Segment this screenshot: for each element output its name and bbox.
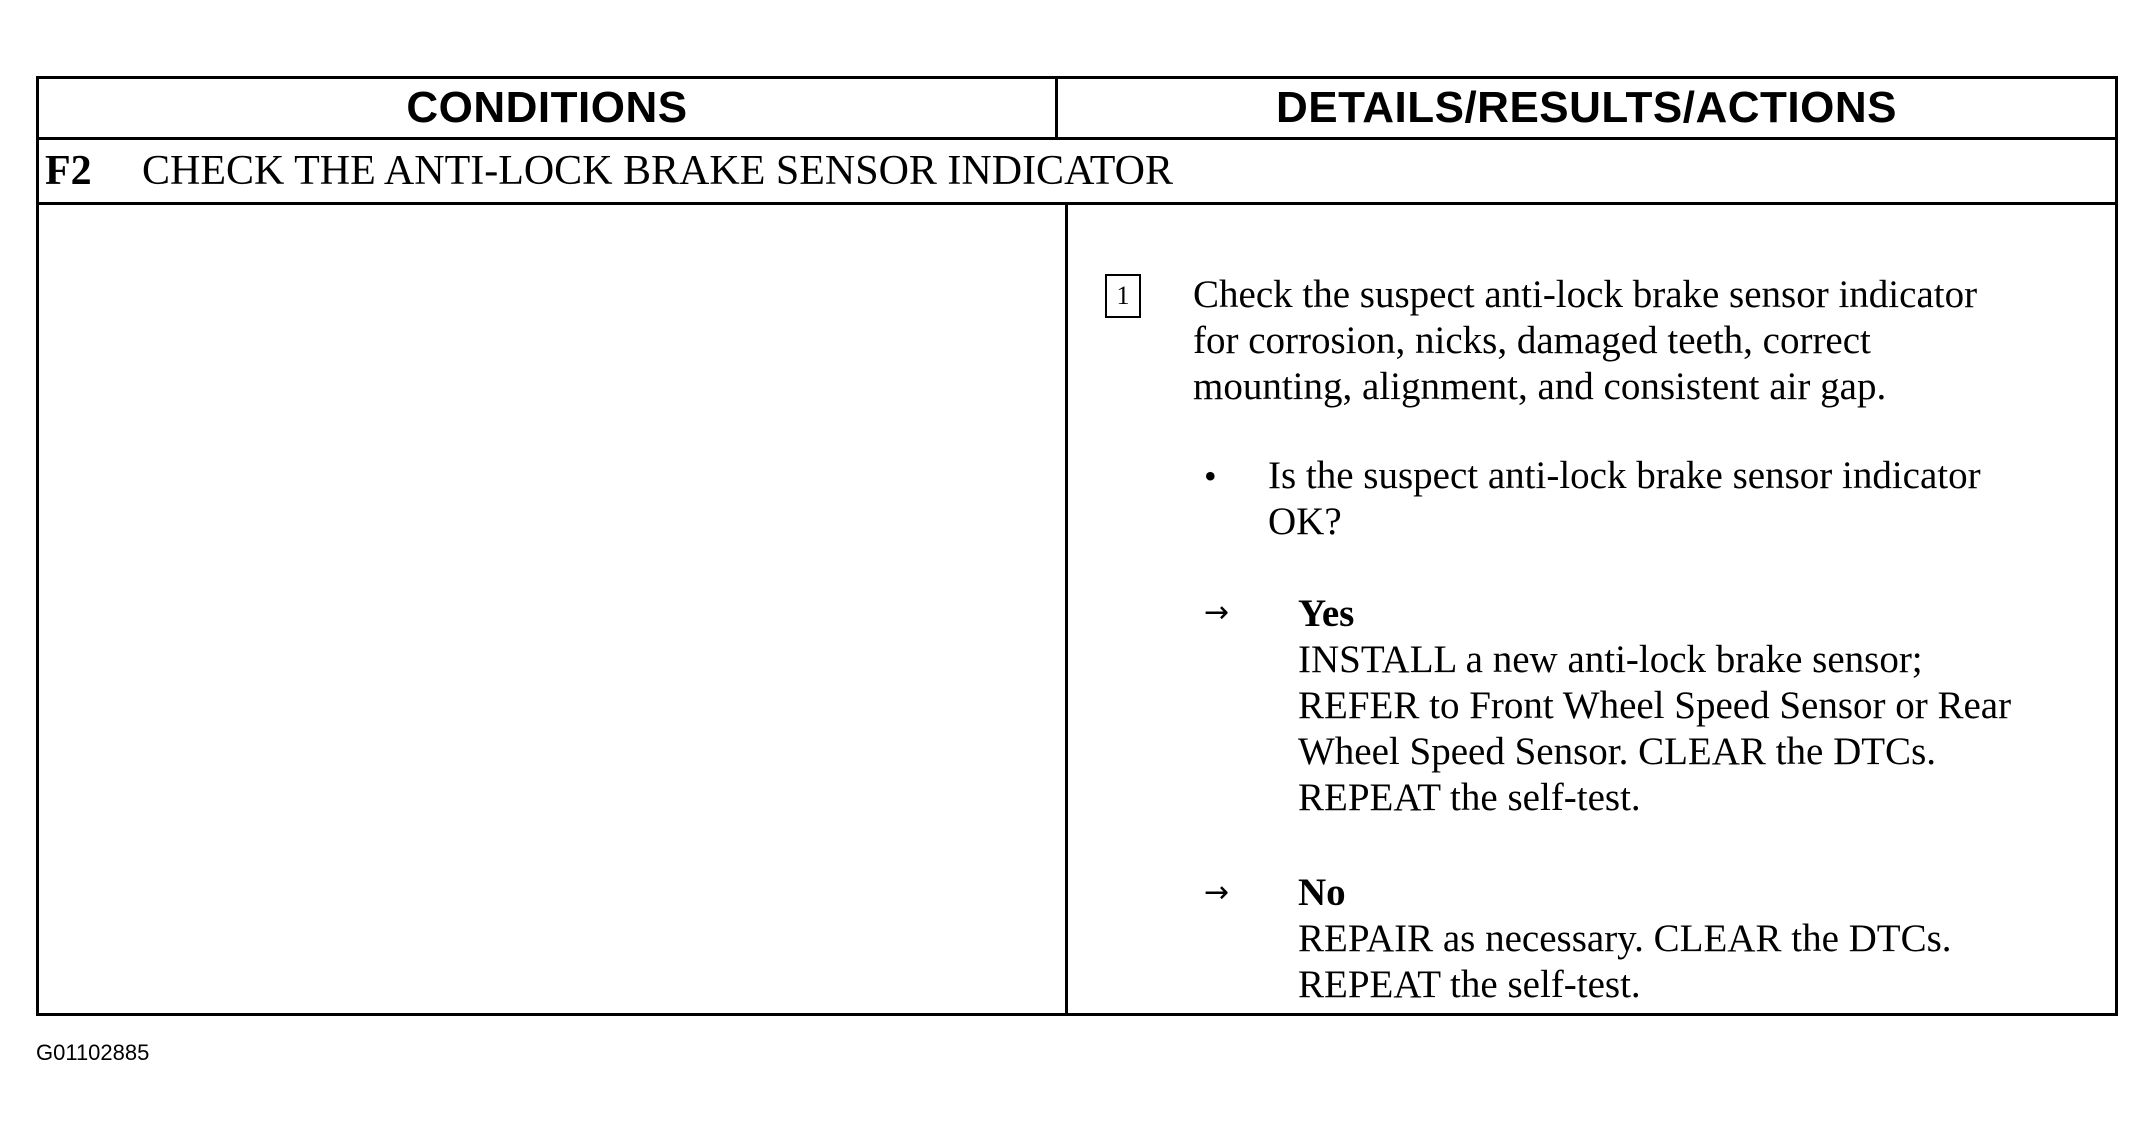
no-label: No xyxy=(1298,871,1346,914)
question-line-1: Is the suspect anti-lock brake sensor indicator xyxy=(1268,454,1981,497)
details-cell xyxy=(1072,205,2115,1013)
no-line-1: REPAIR as necessary. CLEAR the DTCs. xyxy=(1298,917,1952,960)
section-id: F2 xyxy=(45,148,92,194)
header-divider xyxy=(1055,79,1058,137)
body-divider xyxy=(1065,205,1068,1013)
section-title: CHECK THE ANTI-LOCK BRAKE SENSOR INDICATOR xyxy=(142,148,1173,194)
step-instruction-line-3: mounting, alignment, and consistent air gap. xyxy=(1193,365,1887,408)
figure-id: G01102885 xyxy=(36,1040,150,1065)
section-row xyxy=(39,140,2115,202)
yes-line-3: Wheel Speed Sensor. CLEAR the DTCs. xyxy=(1298,730,1936,773)
details-header: DETAILS/RESULTS/ACTIONS xyxy=(1276,83,1897,132)
yes-line-2: REFER to Front Wheel Speed Sensor or Rear xyxy=(1298,684,2012,727)
question-bullet: • xyxy=(1204,456,1217,496)
step-instruction-line-2: for corrosion, nicks, damaged teeth, correct xyxy=(1193,319,1871,362)
diagnostic-table xyxy=(36,76,2118,1016)
question-line-2: OK? xyxy=(1268,500,1342,543)
conditions-cell xyxy=(39,205,1065,1013)
no-arrow-icon: → xyxy=(1204,875,1230,910)
step-instruction-line-1: Check the suspect anti-lock brake sensor indicator xyxy=(1193,273,1978,316)
no-line-2: REPEAT the self-test. xyxy=(1298,963,1641,1006)
yes-arrow-icon: → xyxy=(1204,595,1230,630)
yes-line-1: INSTALL a new anti-lock brake sensor; xyxy=(1298,638,1923,681)
conditions-header: CONDITIONS xyxy=(406,83,688,132)
yes-label: Yes xyxy=(1298,592,1355,635)
step-number-box: 1 xyxy=(1105,274,1141,318)
yes-line-4: REPEAT the self-test. xyxy=(1298,776,1641,819)
